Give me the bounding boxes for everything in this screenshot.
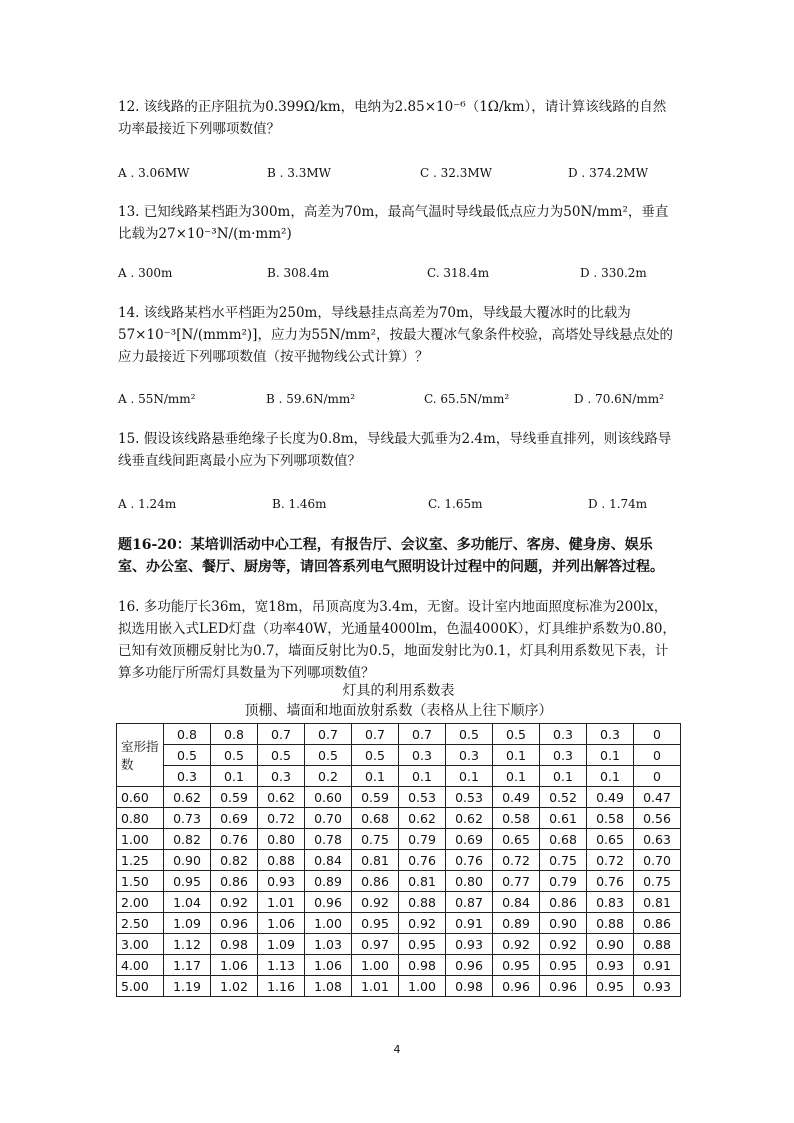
- wall-reflectance-cell: 0: [634, 745, 681, 766]
- coefficient-cell: 1.01: [258, 892, 305, 913]
- coefficient-cell: 0.86: [634, 913, 681, 934]
- coefficient-cell: 0.75: [352, 829, 399, 850]
- floor-reflectance-cell: 0.2: [305, 766, 352, 787]
- coefficient-cell: 0.96: [446, 955, 493, 976]
- coefficient-cell: 0.93: [258, 871, 305, 892]
- table-title: 灯具的利用系数表: [342, 683, 455, 699]
- room-index-cell: 3.00: [117, 934, 164, 955]
- coefficient-cell: 0.93: [634, 976, 681, 997]
- question-12-options: [118, 166, 678, 186]
- table-row: [117, 976, 681, 997]
- table-row: [117, 829, 681, 850]
- ceiling-reflectance-row: [117, 724, 681, 745]
- floor-reflectance-cell: 0.1: [493, 766, 540, 787]
- coefficient-cell: 1.08: [305, 976, 352, 997]
- floor-reflectance-cell: 0.1: [352, 766, 399, 787]
- q14-option-c: C. 65.5N/mm²: [424, 392, 510, 406]
- coefficient-cell: 0.86: [211, 871, 258, 892]
- coefficient-cell: 1.13: [258, 955, 305, 976]
- coefficient-cell: 0.70: [634, 850, 681, 871]
- floor-reflectance-cell: 0.1: [399, 766, 446, 787]
- coefficient-cell: 1.12: [164, 934, 211, 955]
- coefficient-cell: 0.89: [493, 913, 540, 934]
- page-number: 4: [393, 1043, 401, 1056]
- coefficient-cell: 0.53: [399, 787, 446, 808]
- coefficient-cell: 0.96: [305, 892, 352, 913]
- coefficient-cell: 0.69: [446, 829, 493, 850]
- coefficient-cell: 0.59: [211, 787, 258, 808]
- q13-option-d: D . 330.2m: [580, 266, 647, 280]
- coefficient-cell: 0.68: [540, 829, 587, 850]
- wall-reflectance-cell: 0.5: [352, 745, 399, 766]
- table-subtitle: 顶棚、墙面和地面放射系数（表格从上往下顺序）: [244, 703, 553, 719]
- coefficient-cell: 0.81: [634, 892, 681, 913]
- coefficient-cell: 0.87: [446, 892, 493, 913]
- wall-reflectance-row: [117, 745, 681, 766]
- coefficient-cell: 0.49: [587, 787, 634, 808]
- wall-reflectance-cell: 0.5: [164, 745, 211, 766]
- table-row: [117, 913, 681, 934]
- coefficient-cell: 0.62: [446, 808, 493, 829]
- coefficient-cell: 1.00: [399, 976, 446, 997]
- room-index-cell: 2.00: [117, 892, 164, 913]
- coefficient-cell: 0.92: [399, 913, 446, 934]
- q15-option-d: D . 1.74m: [588, 497, 648, 511]
- question-15-text: 15. 假设该线路悬垂绝缘子长度为0.8m，导线最大弧垂为2.4m，导线垂直排列，则该线路导线垂直线间距离最小应为下列哪项数值？: [118, 431, 672, 469]
- coefficient-cell: 0.95: [399, 934, 446, 955]
- ceiling-reflectance-cell: 0.8: [164, 724, 211, 745]
- floor-reflectance-cell: 0.3: [164, 766, 211, 787]
- room-index-cell: 1.50: [117, 871, 164, 892]
- coefficient-cell: 0.72: [258, 808, 305, 829]
- coefficient-cell: 0.92: [352, 892, 399, 913]
- room-index-cell: 0.60: [117, 787, 164, 808]
- coefficient-cell: 0.75: [540, 850, 587, 871]
- table-row: [117, 787, 681, 808]
- coefficient-cell: 0.91: [634, 955, 681, 976]
- wall-reflectance-cell: 0.5: [258, 745, 305, 766]
- q12-option-a: A . 3.06MW: [118, 166, 190, 180]
- floor-reflectance-cell: 0.1: [587, 766, 634, 787]
- ceiling-reflectance-cell: 0.3: [587, 724, 634, 745]
- ceiling-reflectance-cell: 0: [634, 724, 681, 745]
- coefficient-cell: 0.82: [211, 850, 258, 871]
- question-14-text: 14. 该线路某档水平档距为250m，导线悬挂点高差为70m，导线最大覆冰时的比载为57×10⁻³[N/(mmm²)]，应力为55N/mm²，按最大覆冰气象条件校验，高塔处导线悬点处的应力最接近下列哪项数值（按平抛物线公式计算）？: [118, 305, 674, 365]
- coefficient-cell: 0.76: [399, 850, 446, 871]
- table-row: [117, 934, 681, 955]
- coefficient-cell: 0.72: [493, 850, 540, 871]
- q12-option-c: C . 32.3MW: [420, 166, 492, 180]
- room-index-cell: 1.00: [117, 829, 164, 850]
- coefficient-cell: 0.95: [540, 955, 587, 976]
- q15-option-a: A . 1.24m: [118, 497, 177, 511]
- coefficient-cell: 0.62: [399, 808, 446, 829]
- coefficient-cell: 0.77: [493, 871, 540, 892]
- coefficient-cell: 0.88: [399, 892, 446, 913]
- question-13-text: 13. 已知线路某档距为300m，高差为70m，最高气温时导线最低点应力为50N/mm²，垂直比载为27×10⁻³N/(m·mm²): [118, 204, 669, 242]
- coefficient-cell: 0.97: [352, 934, 399, 955]
- ceiling-reflectance-cell: 0.5: [446, 724, 493, 745]
- coefficient-cell: 0.93: [446, 934, 493, 955]
- coefficient-cell: 0.70: [305, 808, 352, 829]
- floor-reflectance-cell: 0.3: [258, 766, 305, 787]
- coefficient-cell: 0.90: [587, 934, 634, 955]
- coefficient-cell: 0.91: [446, 913, 493, 934]
- coefficient-cell: 0.76: [587, 871, 634, 892]
- coefficient-cell: 0.86: [352, 871, 399, 892]
- coefficient-cell: 1.06: [258, 913, 305, 934]
- ceiling-reflectance-cell: 0.3: [540, 724, 587, 745]
- q15-option-b: B. 1.46m: [272, 497, 327, 511]
- coefficient-cell: 0.59: [352, 787, 399, 808]
- q14-option-d: D . 70.6N/mm²: [574, 392, 664, 406]
- wall-reflectance-cell: 0.3: [399, 745, 446, 766]
- room-index-cell: 0.80: [117, 808, 164, 829]
- coefficient-cell: 1.00: [352, 955, 399, 976]
- coefficient-cell: 1.00: [305, 913, 352, 934]
- question-12-text: 12. 该线路的正序阻抗为0.399Ω/km，电纳为2.85×10⁻⁶（1Ω/km），请计算该线路的自然功率最接近下列哪项数值？: [118, 99, 667, 137]
- q14-option-b: B . 59.6N/mm²: [266, 392, 356, 406]
- coefficient-cell: 0.98: [399, 955, 446, 976]
- floor-reflectance-cell: 0.1: [211, 766, 258, 787]
- coefficient-cell: 1.02: [211, 976, 258, 997]
- coefficient-cell: 1.19: [164, 976, 211, 997]
- coefficient-cell: 0.62: [258, 787, 305, 808]
- coefficient-cell: 0.73: [164, 808, 211, 829]
- coefficient-cell: 0.95: [352, 913, 399, 934]
- coefficient-cell: 0.90: [164, 850, 211, 871]
- table-row: [117, 808, 681, 829]
- coefficient-cell: 0.98: [211, 934, 258, 955]
- coefficient-cell: 0.78: [305, 829, 352, 850]
- coefficient-cell: 0.82: [164, 829, 211, 850]
- ceiling-reflectance-cell: 0.7: [399, 724, 446, 745]
- table-row: [117, 955, 681, 976]
- coefficient-cell: 0.80: [446, 871, 493, 892]
- coefficient-cell: 0.72: [587, 850, 634, 871]
- coefficient-cell: 0.65: [587, 829, 634, 850]
- coefficient-cell: 0.52: [540, 787, 587, 808]
- section-heading: 题16-20：某培训活动中心工程，有报告厅、会议室、多功能厅、客房、健身房、娱乐室、办公室、餐厅、厨房等，请回答系列电气照明设计过程中的问题，并列出解答过程。: [118, 537, 664, 575]
- coefficient-cell: 1.16: [258, 976, 305, 997]
- floor-reflectance-cell: 0.1: [446, 766, 493, 787]
- coefficient-cell: 0.58: [587, 808, 634, 829]
- q13-option-c: C. 318.4m: [427, 266, 490, 280]
- wall-reflectance-cell: 0.1: [587, 745, 634, 766]
- table-row: [117, 892, 681, 913]
- coefficient-cell: 1.09: [164, 913, 211, 934]
- q15-option-c: C. 1.65m: [428, 497, 483, 511]
- coefficient-cell: 0.80: [258, 829, 305, 850]
- coefficient-cell: 0.60: [305, 787, 352, 808]
- q13-option-a: A . 300m: [118, 266, 173, 280]
- coefficient-cell: 0.68: [352, 808, 399, 829]
- coefficient-cell: 0.47: [634, 787, 681, 808]
- coefficient-cell: 0.76: [446, 850, 493, 871]
- coefficient-cell: 0.95: [587, 976, 634, 997]
- q12-option-b: B . 3.3MW: [267, 166, 331, 180]
- coefficient-cell: 0.92: [493, 934, 540, 955]
- ceiling-reflectance-cell: 0.5: [493, 724, 540, 745]
- floor-reflectance-row: [117, 766, 681, 787]
- coefficient-cell: 0.56: [634, 808, 681, 829]
- coefficient-cell: 1.04: [164, 892, 211, 913]
- coefficient-cell: 0.96: [493, 976, 540, 997]
- coefficient-cell: 0.62: [164, 787, 211, 808]
- coefficient-cell: 0.75: [634, 871, 681, 892]
- coefficient-cell: 0.84: [493, 892, 540, 913]
- coefficient-cell: 0.53: [446, 787, 493, 808]
- coefficient-cell: 0.88: [258, 850, 305, 871]
- floor-reflectance-cell: 0.1: [540, 766, 587, 787]
- coefficient-cell: 0.79: [399, 829, 446, 850]
- coefficient-cell: 0.89: [305, 871, 352, 892]
- floor-reflectance-cell: 0: [634, 766, 681, 787]
- coefficient-cell: 0.88: [587, 913, 634, 934]
- q12-option-d: D . 374.2MW: [568, 166, 649, 180]
- coefficient-cell: 0.88: [634, 934, 681, 955]
- wall-reflectance-cell: 0.3: [540, 745, 587, 766]
- coefficient-cell: 0.95: [164, 871, 211, 892]
- room-index-cell: 4.00: [117, 955, 164, 976]
- coefficient-cell: 0.79: [540, 871, 587, 892]
- room-index-cell: 5.00: [117, 976, 164, 997]
- ceiling-reflectance-cell: 0.7: [258, 724, 305, 745]
- coefficient-cell: 0.93: [587, 955, 634, 976]
- question-14-options: [118, 392, 678, 412]
- ceiling-reflectance-cell: 0.8: [211, 724, 258, 745]
- coefficient-cell: 0.98: [446, 976, 493, 997]
- wall-reflectance-cell: 0.1: [493, 745, 540, 766]
- coefficient-cell: 1.06: [211, 955, 258, 976]
- q13-option-b: B. 308.4m: [267, 266, 330, 280]
- table-row: [117, 850, 681, 871]
- wall-reflectance-cell: 0.3: [446, 745, 493, 766]
- coefficient-cell: 0.81: [399, 871, 446, 892]
- coefficient-cell: 0.92: [540, 934, 587, 955]
- coefficient-cell: 0.84: [305, 850, 352, 871]
- question-16-text: 16. 多功能厅长36m，宽18m，吊顶高度为3.4m，无窗。设计室内地面照度标准为200lx，拟选用嵌入式LED灯盘（功率40W，光通量4000lm，色温4000K），灯具维护系数为0.80，已知有效顶棚反射比为0.7，墙面反射比为0.5，地面发射比为0.1，灯具利用系数见下表，计算多功能厅所需灯具数量为下列哪项数值？: [118, 599, 676, 681]
- ceiling-reflectance-cell: 0.7: [352, 724, 399, 745]
- utilization-coefficient-table: [116, 723, 681, 997]
- coefficient-cell: 0.61: [540, 808, 587, 829]
- coefficient-cell: 0.69: [211, 808, 258, 829]
- coefficient-cell: 0.58: [493, 808, 540, 829]
- coefficient-cell: 0.86: [540, 892, 587, 913]
- coefficient-cell: 0.63: [634, 829, 681, 850]
- question-13-options: [118, 266, 678, 286]
- coefficient-cell: 0.96: [540, 976, 587, 997]
- room-index-cell: 2.50: [117, 913, 164, 934]
- wall-reflectance-cell: 0.5: [305, 745, 352, 766]
- coefficient-cell: 0.96: [211, 913, 258, 934]
- room-index-header: 室形指数: [117, 724, 164, 787]
- q14-option-a: A . 55N/mm²: [118, 392, 196, 406]
- coefficient-cell: 0.81: [352, 850, 399, 871]
- coefficient-cell: 0.83: [587, 892, 634, 913]
- table-row: [117, 871, 681, 892]
- question-15-options: [118, 497, 678, 517]
- room-index-cell: 1.25: [117, 850, 164, 871]
- coefficient-cell: 1.03: [305, 934, 352, 955]
- ceiling-reflectance-cell: 0.7: [305, 724, 352, 745]
- coefficient-cell: 0.49: [493, 787, 540, 808]
- wall-reflectance-cell: 0.5: [211, 745, 258, 766]
- coefficient-cell: 0.76: [211, 829, 258, 850]
- coefficient-cell: 1.17: [164, 955, 211, 976]
- coefficient-cell: 0.65: [493, 829, 540, 850]
- coefficient-cell: 0.90: [540, 913, 587, 934]
- coefficient-cell: 1.06: [305, 955, 352, 976]
- coefficient-cell: 1.01: [352, 976, 399, 997]
- coefficient-cell: 1.09: [258, 934, 305, 955]
- coefficient-cell: 0.92: [211, 892, 258, 913]
- coefficient-cell: 0.95: [493, 955, 540, 976]
